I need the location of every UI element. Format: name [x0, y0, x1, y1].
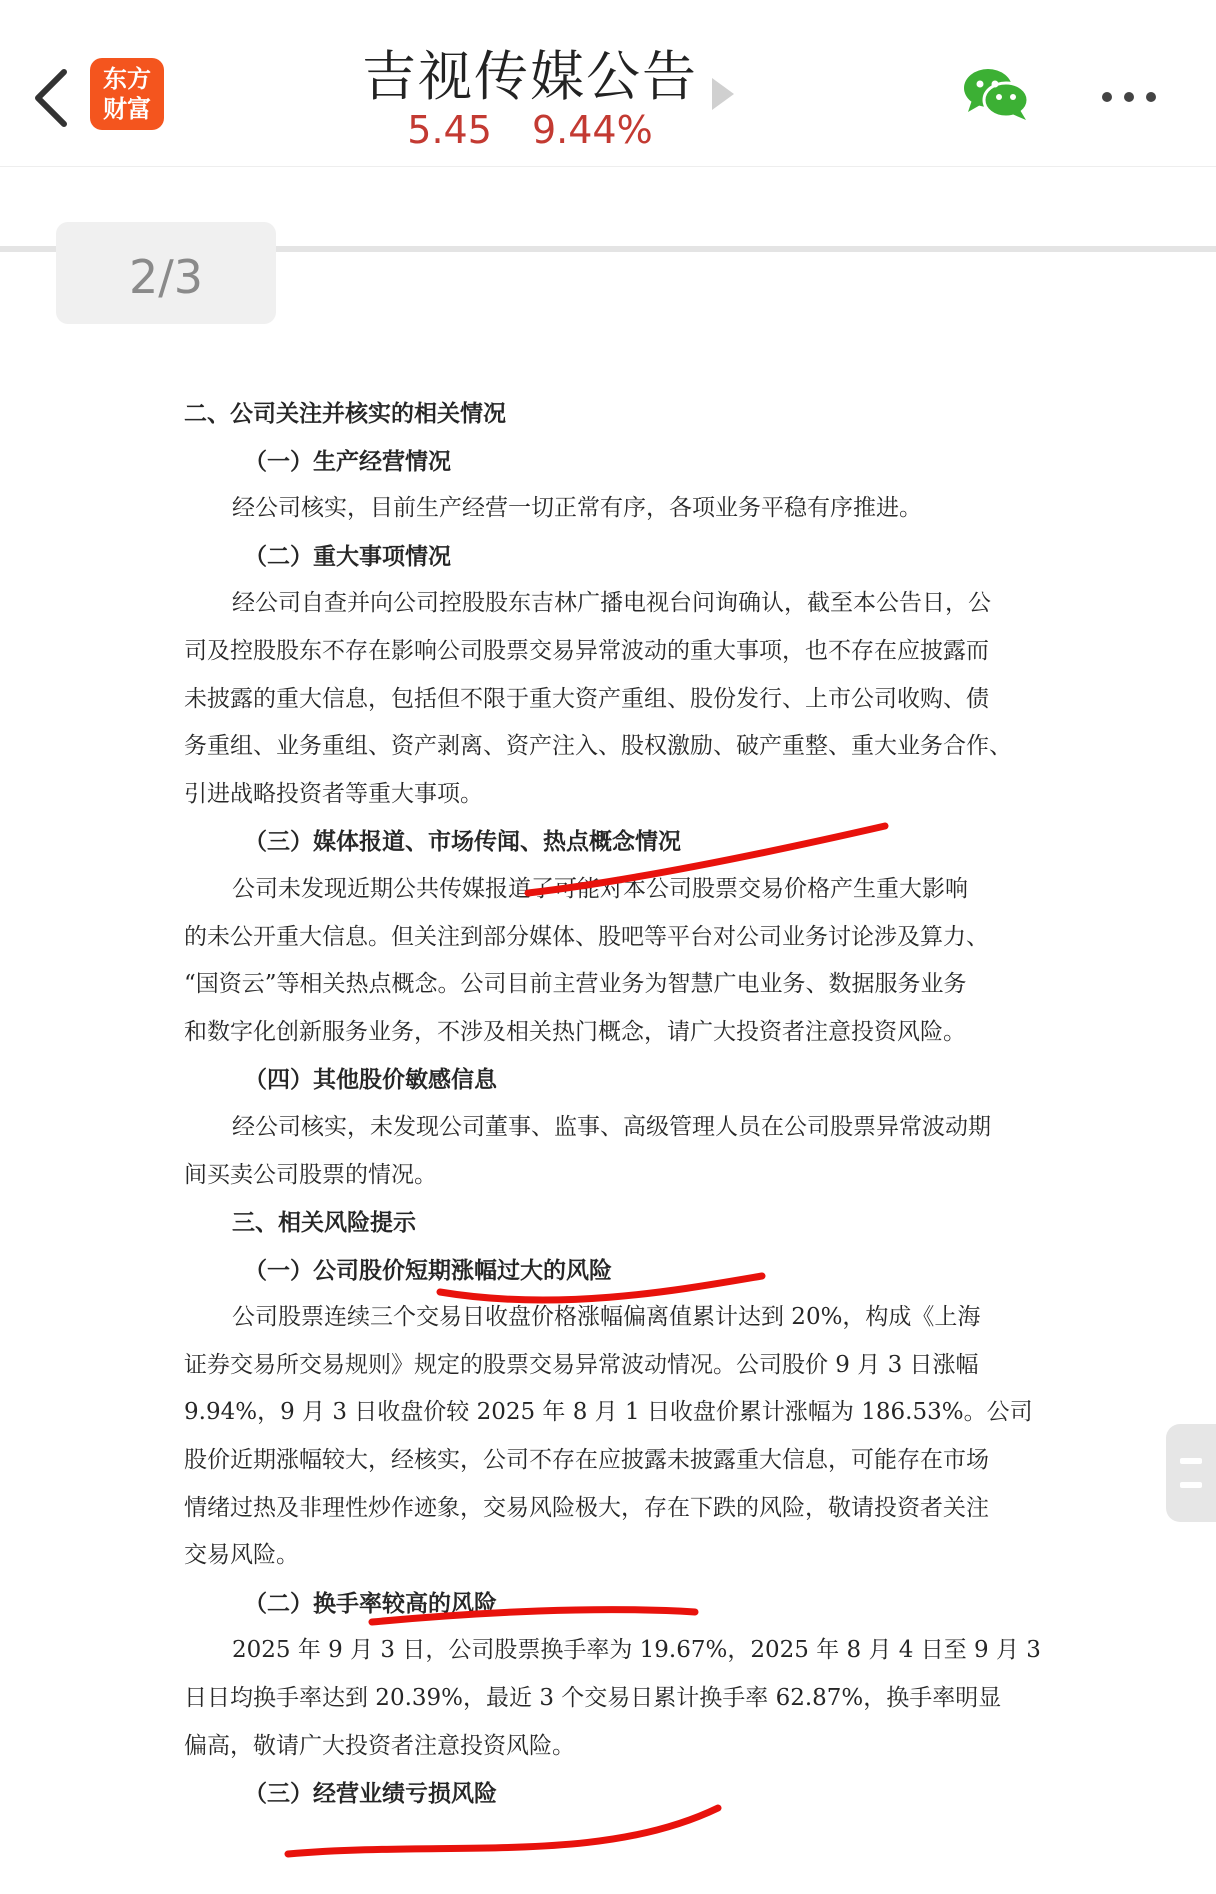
doc-line: 交易风险。: [184, 1542, 299, 1569]
doc-line: 三、相关风险提示: [232, 1209, 416, 1237]
doc-line: 经公司自查并向公司控股股东吉林广播电视台问询确认，截至本公告日，公: [232, 590, 991, 617]
logo-line2: 财富: [103, 95, 151, 123]
logo-line1: 东方: [103, 65, 151, 93]
doc-line: 公司股票连续三个交易日收盘价格涨幅偏离值累计达到 20%，构成《上海: [232, 1304, 981, 1331]
doc-line: （四）其他股价敏感信息: [244, 1066, 497, 1094]
doc-line: 未披露的重大信息，包括但不限于重大资产重组、股份发行、上市公司收购、债: [184, 685, 989, 712]
handle-bar-icon: [1180, 1458, 1202, 1464]
doc-line: 情绪过热及非理性炒作迹象，交易风险极大，存在下跌的风险，敬请投资者关注: [184, 1494, 989, 1521]
doc-line: （三）媒体报道、市场传闻、热点概念情况: [244, 828, 681, 856]
doc-line: 9.94%，9 月 3 日收盘价较 2025 年 8 月 1 日收盘价累计涨幅为 186.53%。公司: [184, 1399, 1033, 1426]
side-drawer-handle[interactable]: [1166, 1424, 1216, 1522]
doc-line: 日日均换手率达到 20.39%，最近 3 个交易日累计换手率 62.87%，换手率明显: [184, 1685, 1002, 1712]
doc-line: 2025 年 9 月 3 日，公司股票换手率为 19.67%，2025 年 8 月 4 日至 9 月 3: [232, 1637, 1041, 1664]
doc-line: 经公司核实，目前生产经营一切正常有序，各项业务平稳有序推进。: [232, 495, 922, 522]
doc-line: 二、公司关注并核实的相关情况: [184, 400, 506, 427]
doc-line: 务重组、业务重组、资产剥离、资产注入、股权激励、破产重整、重大业务合作、: [184, 733, 1012, 760]
top-bar: [0, 0, 1216, 167]
doc-line: （二）换手率较高的风险: [244, 1589, 497, 1617]
more-dot-icon: [1124, 92, 1134, 102]
doc-line: 司及控股股东不存在影响公司股票交易异常波动的重大事项，也不存在应披露而: [184, 637, 989, 664]
page-indicator: 2/3: [56, 222, 276, 324]
play-arrow-icon[interactable]: [712, 78, 734, 110]
doc-line: 公司未发现近期公共传媒报道了可能对本公司股票交易价格产生重大影响: [232, 875, 968, 902]
stock-quote: [280, 108, 780, 152]
page-title: 吉视传媒公告: [362, 45, 698, 108]
doc-line: 和数字化创新服务业务，不涉及相关热门概念，请广大投资者注意投资风险。: [184, 1018, 966, 1045]
doc-line: （一）公司股价短期涨幅过大的风险: [244, 1256, 612, 1284]
handle-bar-icon: [1180, 1482, 1202, 1488]
wechat-icon[interactable]: [962, 66, 1032, 122]
doc-line: 经公司核实，未发现公司董事、监事、高级管理人员在公司股票异常波动期: [232, 1113, 991, 1140]
more-dot-icon: [1146, 92, 1156, 102]
doc-line: （三）经营业绩亏损风险: [244, 1780, 497, 1808]
doc-line: 的未公开重大信息。但关注到部分媒体、股吧等平台对公司业务讨论涉及算力、: [184, 923, 989, 950]
doc-line: 偏高，敬请广大投资者注意投资风险。: [184, 1732, 575, 1759]
more-dot-icon: [1102, 92, 1112, 102]
doc-line: 证券交易所交易规则》规定的股票交易异常波动情况。公司股价 9 月 3 日涨幅: [184, 1351, 979, 1378]
more-options-button[interactable]: [1100, 80, 1160, 110]
doc-line: 股价近期涨幅较大，经核实，公司不存在应披露未披露重大信息，可能存在市场: [184, 1447, 989, 1474]
eastmoney-logo[interactable]: [90, 58, 164, 130]
doc-line: 引进战略投资者等重大事项。: [184, 780, 483, 807]
doc-line: （一）生产经营情况: [244, 447, 451, 475]
back-button[interactable]: [20, 58, 80, 138]
stock-change: 9.44%: [531, 108, 653, 152]
doc-line: 间买卖公司股票的情况。: [184, 1161, 437, 1188]
doc-line: （二）重大事项情况: [244, 542, 451, 570]
announcement-document: [184, 390, 1041, 1818]
doc-line: “国资云”等相关热点概念。公司目前主营业务为智慧广电业务、数据服务业务: [184, 971, 967, 998]
chevron-left-icon: [30, 66, 70, 130]
stock-price: 5.45: [407, 108, 492, 152]
